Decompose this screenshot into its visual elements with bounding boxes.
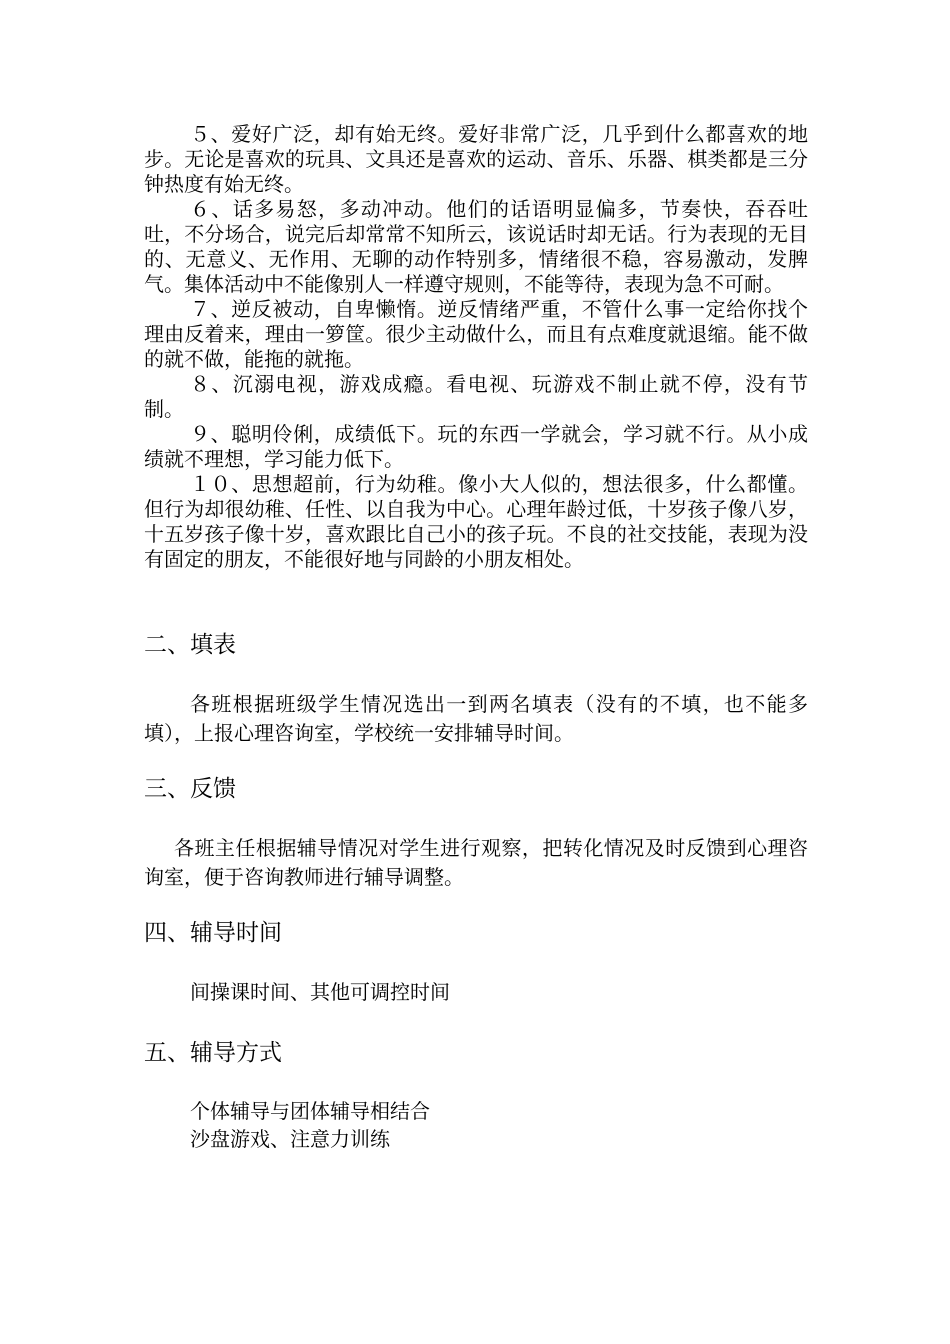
feedback-paragraph: 各班主任根据辅导情况对学生进行观察，把转化情况及时反馈到心理咨询室，便于咨询教师进行辅导调整。 [144,836,808,889]
section-heading-fill-form: 二、填表 [144,632,236,658]
list-item: ９、聪明伶俐，成绩低下。玩的东西一学就会，学习就不行。从小成绩就不理想，学习能力低下。 [144,422,808,471]
counseling-method-line: 个体辅导与团体辅导相结合 [190,1099,430,1123]
section-heading-counseling-time: 四、辅导时间 [144,920,282,946]
list-item: ６、话多易怒，多动冲动。他们的话语明显偏多，节奏快，吞吞吐吐，不分场合，说完后却常常不知所云，该说话时却无话。行为表现的无目的、无意义、无作用、无聊的动作特别多，情绪很不稳，容易激动，发脾气。集体活动中不能像别人一样遵守规则，不能等待，表现为急不可耐。 [144,197,808,296]
symptom-list [144,122,808,572]
list-item: ７、逆反被动，自卑懒惰。逆反情绪严重，不管什么事一定给你找个理由反着来，理由一箩筐。很少主动做什么，而且有点难度就退缩。能不做的就不做，能拖的就拖。 [144,297,808,371]
section-heading-counseling-method: 五、辅导方式 [144,1040,282,1066]
section-heading-feedback: 三、反馈 [144,776,236,802]
list-item: １０、思想超前，行为幼稚。像小大人似的，想法很多，什么都懂。但行为却很幼稚、任性、以自我为中心。心理年龄过低，十岁孩子像八岁，十五岁孩子像十岁，喜欢跟比自己小的孩子玩。不良的社交技能，表现为没有固定的朋友，不能很好地与同龄的小朋友相处。 [144,472,808,571]
counseling-time-text: 间操课时间、其他可调控时间 [190,980,450,1004]
fill-form-paragraph: 各班根据班级学生情况选出一到两名填表（没有的不填，也不能多填），上报心理咨询室，学校统一安排辅导时间。 [144,692,808,745]
counseling-method-line: 沙盘游戏、注意力训练 [190,1127,390,1151]
list-item: ５、爱好广泛，却有始无终。爱好非常广泛，几乎到什么都喜欢的地步。无论是喜欢的玩具、文具还是喜欢的运动、音乐、乐器、棋类都是三分钟热度有始无终。 [144,122,808,196]
list-item: ８、沉溺电视，游戏成瘾。看电视、玩游戏不制止就不停，没有节制。 [144,372,808,421]
